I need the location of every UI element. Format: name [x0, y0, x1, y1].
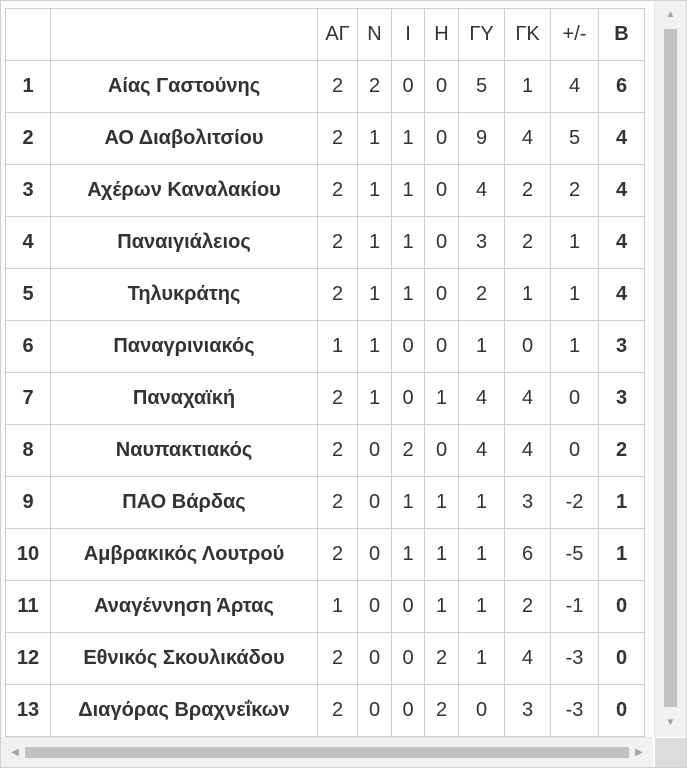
team-name-cell: Εθνικός Σκουλικάδου [51, 633, 318, 685]
goals-against-cell: 2 [505, 581, 551, 633]
position-cell: 12 [6, 633, 51, 685]
lost-cell: 0 [425, 321, 459, 373]
horizontal-scroll-thumb[interactable] [25, 747, 629, 758]
points-cell: 1 [599, 529, 645, 581]
table-row [6, 269, 645, 321]
won-cell: 0 [358, 425, 392, 477]
goal-difference-cell: 1 [551, 321, 599, 373]
team-name-cell: Παναιγιάλειος [51, 217, 318, 269]
points-cell: 6 [599, 61, 645, 113]
won-cell: 2 [358, 61, 392, 113]
goals-against-cell: 3 [505, 477, 551, 529]
goals-against-cell: 1 [505, 61, 551, 113]
team-name-cell: Αχέρων Καναλακίου [51, 165, 318, 217]
goal-difference-cell: 0 [551, 373, 599, 425]
goals-against-cell: 6 [505, 529, 551, 581]
goal-difference-cell: -3 [551, 633, 599, 685]
goals-for-cell: 1 [459, 529, 505, 581]
played-cell: 1 [318, 581, 358, 633]
team-name-cell: ΠΑΟ Βάρδας [51, 477, 318, 529]
points-cell: 3 [599, 321, 645, 373]
position-cell: 8 [6, 425, 51, 477]
played-cell: 2 [318, 113, 358, 165]
team-name-cell: Διαγόρας Βραχνεΐκων [51, 685, 318, 737]
won-cell: 1 [358, 165, 392, 217]
drawn-cell: 0 [392, 321, 425, 373]
played-cell: 2 [318, 269, 358, 321]
team-name-cell: Αναγέννηση Άρτας [51, 581, 318, 633]
goals-against-cell: 4 [505, 425, 551, 477]
position-cell: 11 [6, 581, 51, 633]
played-cell: 2 [318, 61, 358, 113]
played-cell: 2 [318, 685, 358, 737]
position-cell: 2 [6, 113, 51, 165]
points-cell: 4 [599, 113, 645, 165]
goal-difference-cell: 0 [551, 425, 599, 477]
header-row [6, 9, 645, 61]
lost-cell: 2 [425, 685, 459, 737]
goals-against-cell: 2 [505, 217, 551, 269]
goals-for-cell: 1 [459, 321, 505, 373]
lost-cell: 0 [425, 61, 459, 113]
drawn-cell: 1 [392, 113, 425, 165]
table-row [6, 477, 645, 529]
goals-for-cell: 0 [459, 685, 505, 737]
arrow-right-icon[interactable]: ▶ [635, 746, 643, 758]
table-row [6, 321, 645, 373]
drawn-cell: 0 [392, 633, 425, 685]
won-cell: 0 [358, 477, 392, 529]
table-viewport [1, 1, 653, 737]
team-name-cell: Αμβρακικός Λουτρού [51, 529, 318, 581]
lost-cell: 1 [425, 373, 459, 425]
won-cell: 0 [358, 685, 392, 737]
header-goals-against: ΓΚ [505, 9, 551, 61]
won-cell: 1 [358, 113, 392, 165]
drawn-cell: 0 [392, 61, 425, 113]
standings-table [5, 8, 645, 737]
points-cell: 2 [599, 425, 645, 477]
lost-cell: 0 [425, 165, 459, 217]
points-cell: 4 [599, 269, 645, 321]
played-cell: 2 [318, 529, 358, 581]
played-cell: 1 [318, 321, 358, 373]
drawn-cell: 1 [392, 269, 425, 321]
points-cell: 3 [599, 373, 645, 425]
points-cell: 0 [599, 633, 645, 685]
vertical-scroll-thumb[interactable] [664, 29, 677, 707]
header-goals-for: ΓΥ [459, 9, 505, 61]
lost-cell: 0 [425, 425, 459, 477]
goals-for-cell: 1 [459, 633, 505, 685]
lost-cell: 0 [425, 217, 459, 269]
goal-difference-cell: -2 [551, 477, 599, 529]
goal-difference-cell: 4 [551, 61, 599, 113]
goals-for-cell: 9 [459, 113, 505, 165]
position-cell: 3 [6, 165, 51, 217]
drawn-cell: 1 [392, 529, 425, 581]
goals-for-cell: 4 [459, 425, 505, 477]
points-cell: 4 [599, 217, 645, 269]
lost-cell: 1 [425, 581, 459, 633]
goals-for-cell: 4 [459, 373, 505, 425]
played-cell: 2 [318, 217, 358, 269]
points-cell: 4 [599, 165, 645, 217]
table-row [6, 633, 645, 685]
position-cell: 7 [6, 373, 51, 425]
drawn-cell: 0 [392, 373, 425, 425]
header-team [51, 9, 318, 61]
arrow-up-icon[interactable]: ▲ [665, 9, 676, 20]
table-row [6, 113, 645, 165]
drawn-cell: 1 [392, 477, 425, 529]
position-cell: 10 [6, 529, 51, 581]
table-row [6, 581, 645, 633]
scrollbar-corner [655, 738, 686, 767]
won-cell: 1 [358, 321, 392, 373]
won-cell: 1 [358, 269, 392, 321]
goal-difference-cell: 5 [551, 113, 599, 165]
lost-cell: 1 [425, 477, 459, 529]
goals-against-cell: 4 [505, 113, 551, 165]
position-cell: 9 [6, 477, 51, 529]
header-position [6, 9, 51, 61]
drawn-cell: 0 [392, 685, 425, 737]
team-name-cell: Ναυπακτιακός [51, 425, 318, 477]
table-row [6, 373, 645, 425]
vertical-scrollbar[interactable] [654, 1, 686, 737]
played-cell: 2 [318, 477, 358, 529]
played-cell: 2 [318, 425, 358, 477]
position-cell: 1 [6, 61, 51, 113]
goals-for-cell: 1 [459, 581, 505, 633]
won-cell: 0 [358, 633, 392, 685]
team-name-cell: Παναγρινιακός [51, 321, 318, 373]
goal-difference-cell: 1 [551, 217, 599, 269]
position-cell: 4 [6, 217, 51, 269]
goal-difference-cell: -1 [551, 581, 599, 633]
table-row [6, 61, 645, 113]
drawn-cell: 1 [392, 165, 425, 217]
position-cell: 13 [6, 685, 51, 737]
goals-against-cell: 4 [505, 633, 551, 685]
played-cell: 2 [318, 633, 358, 685]
team-name-cell: Αίας Γαστούνης [51, 61, 318, 113]
table-row [6, 165, 645, 217]
table-row [6, 529, 645, 581]
points-cell: 0 [599, 581, 645, 633]
goals-against-cell: 4 [505, 373, 551, 425]
played-cell: 2 [318, 373, 358, 425]
team-name-cell: Παναχαϊκή [51, 373, 318, 425]
position-cell: 5 [6, 269, 51, 321]
position-cell: 6 [6, 321, 51, 373]
goals-for-cell: 4 [459, 165, 505, 217]
goal-difference-cell: -3 [551, 685, 599, 737]
goal-difference-cell: -5 [551, 529, 599, 581]
table-row [6, 685, 645, 737]
table-row [6, 425, 645, 477]
goals-for-cell: 5 [459, 61, 505, 113]
goals-against-cell: 2 [505, 165, 551, 217]
goals-against-cell: 0 [505, 321, 551, 373]
header-drawn: Ι [392, 9, 425, 61]
header-lost: Η [425, 9, 459, 61]
goals-for-cell: 1 [459, 477, 505, 529]
header-won: Ν [358, 9, 392, 61]
goals-against-cell: 1 [505, 269, 551, 321]
header-points: Β [599, 9, 645, 61]
horizontal-scrollbar[interactable] [1, 737, 653, 767]
drawn-cell: 2 [392, 425, 425, 477]
arrow-down-icon[interactable]: ▼ [665, 717, 676, 728]
header-goal-difference: +/- [551, 9, 599, 61]
lost-cell: 2 [425, 633, 459, 685]
points-cell: 0 [599, 685, 645, 737]
arrow-left-icon[interactable]: ◀ [11, 746, 19, 758]
won-cell: 0 [358, 581, 392, 633]
goals-against-cell: 3 [505, 685, 551, 737]
drawn-cell: 1 [392, 217, 425, 269]
won-cell: 1 [358, 373, 392, 425]
won-cell: 1 [358, 217, 392, 269]
lost-cell: 0 [425, 113, 459, 165]
table-row [6, 217, 645, 269]
team-name-cell: ΑΟ Διαβολιτσίου [51, 113, 318, 165]
header-played: ΑΓ [318, 9, 358, 61]
goals-for-cell: 3 [459, 217, 505, 269]
goal-difference-cell: 1 [551, 269, 599, 321]
lost-cell: 1 [425, 529, 459, 581]
lost-cell: 0 [425, 269, 459, 321]
goals-for-cell: 2 [459, 269, 505, 321]
points-cell: 1 [599, 477, 645, 529]
drawn-cell: 0 [392, 581, 425, 633]
goal-difference-cell: 2 [551, 165, 599, 217]
team-name-cell: Τηλυκράτης [51, 269, 318, 321]
played-cell: 2 [318, 165, 358, 217]
won-cell: 0 [358, 529, 392, 581]
